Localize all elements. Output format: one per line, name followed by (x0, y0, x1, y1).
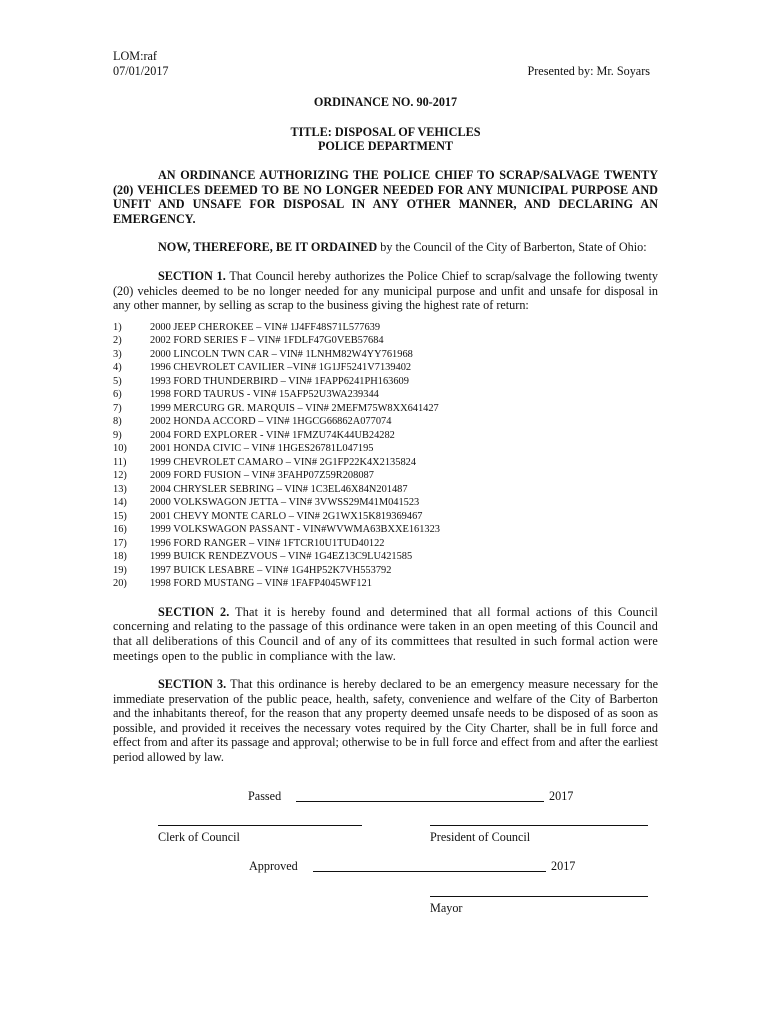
vehicle-number: 12) (113, 470, 127, 482)
vehicle-description: 1997 BUICK LESABRE – VIN# 1G4HP52K7VH553792 (150, 564, 392, 576)
vehicle-list-item (113, 537, 658, 551)
vehicle-number: 20) (113, 578, 127, 590)
vehicle-number: 18) (113, 551, 127, 563)
signature-block (113, 779, 658, 929)
section-2-text: That it is hereby found and determined that all formal actions of this Council concerning and relating to the passage of this ordinance were taken in an open meeting of this Council and that all deliberations of this Council and of any of its committees that resulted in such formal action were meetings open to the public in compliance with the law. (113, 604, 658, 663)
vehicle-description: 1999 BUICK RENDEZVOUS – VIN# 1G4EZ13C9LU421585 (150, 551, 413, 563)
vehicle-description: 1999 CHEVROLET CAMARO – VIN# 2G1FP22K4X2135824 (150, 456, 417, 468)
vehicle-number: 1) (113, 321, 122, 333)
vehicle-list-item (113, 550, 658, 564)
vehicle-description: 1998 FORD MUSTANG – VIN# 1FAFP4045WF121 (150, 578, 372, 590)
vehicle-number: 11) (113, 456, 127, 468)
vehicle-list-item (113, 388, 658, 402)
vehicle-list-item (113, 361, 658, 375)
president-label: President of Council (430, 829, 531, 844)
vehicle-number: 14) (113, 497, 127, 509)
preamble-text: by the Council of the City of Barberton, State of Ohio: (377, 240, 647, 255)
vehicle-list-item (113, 456, 658, 470)
vehicle-number: 4) (113, 362, 122, 374)
vehicle-number: 10) (113, 443, 127, 455)
section-3 (113, 677, 658, 765)
vehicle-list-item (113, 334, 658, 348)
vehicle-number: 15) (113, 510, 127, 522)
ordinance-caption: AN ORDINANCE AUTHORIZING THE POLICE CHIEF TO SCRAP/SALVAGE TWENTY (20) VEHICLES DEEMED TO BE NO LONGER NEEDED FOR ANY MUNICIPAL PURPOSE AND UNFIT AND UNSAFE FOR DISPOSAL IN ANY OTHER MANNER, AND DECLARING AN EMERGENCY. (113, 167, 658, 226)
document-header (113, 49, 658, 78)
vehicle-number: 5) (113, 375, 122, 387)
vehicle-list-item (113, 469, 658, 483)
vehicle-number: 6) (113, 389, 122, 401)
section-3-text: That this ordinance is hereby declared to be an emergency measure necessary for the immediate preservation of the public peace, health, safety, convenience and welfare of the City of Barberton and the inhabitants thereof, for the reason that any property deemed unsafe needs to be disposed of as soon as possible, and provided it receives the necessary votes required by the City Charter, shall be in full force and effect from and after its passage and approval; otherwise to be in full force and effect from and after the earliest period allowed by law. (113, 677, 658, 765)
vehicle-list-item (113, 375, 658, 389)
section-1 (113, 269, 658, 313)
vehicle-description: 2000 JEEP CHEROKEE – VIN# 1J4FF48S71L577639 (150, 321, 381, 333)
section-2-heading: SECTION 2. (158, 604, 230, 619)
title-line-2: POLICE DEPARTMENT (317, 139, 454, 154)
ordinance-page (113, 49, 658, 929)
section-1-heading: SECTION 1. (158, 268, 226, 283)
section-1-text: That Council hereby authorizes the Police Chief to scrap/salvage the following twenty (20) vehicles deemed to be no longer needed for any municipal purpose and unfit and unsafe for disposal in any other manner, by selling as scrap to the business giving the highest rate of return: (113, 268, 658, 313)
vehicle-number: 3) (113, 348, 122, 360)
vehicle-list-item (113, 523, 658, 537)
vehicle-description: 2001 HONDA CIVIC – VIN# 1HGES26781L047195 (150, 443, 374, 455)
vehicle-description: 2009 FORD FUSION – VIN# 3FAHP07Z59R208087 (150, 470, 374, 482)
vehicle-list-item (113, 510, 658, 524)
vehicle-list-item (113, 442, 658, 456)
passed-year: 2017 (549, 788, 574, 803)
vehicle-list-item (113, 483, 658, 497)
vehicle-number: 7) (113, 402, 122, 414)
president-signature-line (430, 825, 648, 826)
vehicle-description: 2001 CHEVY MONTE CARLO – VIN# 2G1WX15K819369467 (150, 510, 423, 522)
vehicle-description: 1996 FORD RANGER – VIN# 1FTCR10U1TUD40122 (150, 537, 385, 549)
vehicle-number: 13) (113, 483, 127, 495)
vehicle-description: 1998 FORD TAURUS - VIN# 15AFP52U3WA239344 (150, 389, 379, 401)
vehicle-description: 2000 VOLKSWAGON JETTA – VIN# 3VWSS29M41M041523 (150, 497, 420, 509)
passed-date-line (296, 801, 544, 802)
approved-year: 2017 (551, 858, 576, 873)
vehicle-list-item (113, 321, 658, 335)
vehicle-list-item (113, 577, 658, 591)
vehicle-list (113, 321, 658, 591)
vehicle-description: 2004 FORD EXPLORER - VIN# 1FMZU74K44UB24282 (150, 429, 395, 441)
section-2 (113, 605, 658, 663)
vehicle-list-item (113, 415, 658, 429)
vehicle-number: 2) (113, 335, 122, 347)
clerk-signature-line (158, 825, 362, 826)
vehicle-number: 17) (113, 537, 127, 549)
vehicle-number: 9) (113, 429, 122, 441)
preamble (113, 240, 658, 255)
vehicle-list-item (113, 496, 658, 510)
clerk-label: Clerk of Council (158, 829, 240, 844)
section-3-heading: SECTION 3. (158, 677, 227, 692)
vehicle-description: 1999 VOLKSWAGON PASSANT - VIN#WVWMA63BXXE161323 (150, 524, 440, 536)
vehicle-description: 1993 FORD THUNDERBIRD – VIN# 1FAPP6241PH163609 (150, 375, 409, 387)
mayor-label: Mayor (430, 900, 463, 915)
title-line-1: TITLE: DISPOSAL OF VEHICLES (290, 124, 481, 139)
vehicle-list-item (113, 348, 658, 362)
author-initials: LOM:raf (113, 49, 157, 63)
vehicle-description: 2000 LINCOLN TWN CAR – VIN# 1LNHM82W4YY761968 (150, 348, 413, 360)
passed-label: Passed (248, 788, 282, 803)
ordinance-title (113, 125, 658, 154)
vehicle-list-item (113, 402, 658, 416)
approved-label: Approved (249, 858, 298, 873)
ordinance-number: ORDINANCE NO. 90-2017 (313, 95, 458, 110)
vehicle-number: 8) (113, 416, 122, 428)
vehicle-description: 1999 MERCURG GR. MARQUIS – VIN# 2MEFM75W8XX641427 (150, 402, 439, 414)
vehicle-list-item (113, 429, 658, 443)
presented-by: Presented by: Mr. Soyars (527, 63, 650, 78)
vehicle-description: 1996 CHEVROLET CAVILIER –VIN# 1G1JF5241V7139402 (150, 362, 412, 374)
vehicle-description: 2002 FORD SERIES F – VIN# 1FDLF47G0VEB57684 (150, 335, 384, 347)
vehicle-number: 16) (113, 524, 127, 536)
document-date: 07/01/2017 (113, 63, 169, 78)
approved-date-line (313, 871, 546, 872)
mayor-signature-line (430, 896, 648, 897)
preamble-lead: NOW, THEREFORE, BE IT ORDAINED (158, 240, 378, 255)
vehicle-description: 2004 CHRYSLER SEBRING – VIN# 1C3EL46X84N201487 (150, 483, 408, 495)
vehicle-list-item (113, 564, 658, 578)
vehicle-description: 2002 HONDA ACCORD – VIN# 1HGCG66862A077074 (150, 416, 392, 428)
vehicle-number: 19) (113, 564, 127, 576)
